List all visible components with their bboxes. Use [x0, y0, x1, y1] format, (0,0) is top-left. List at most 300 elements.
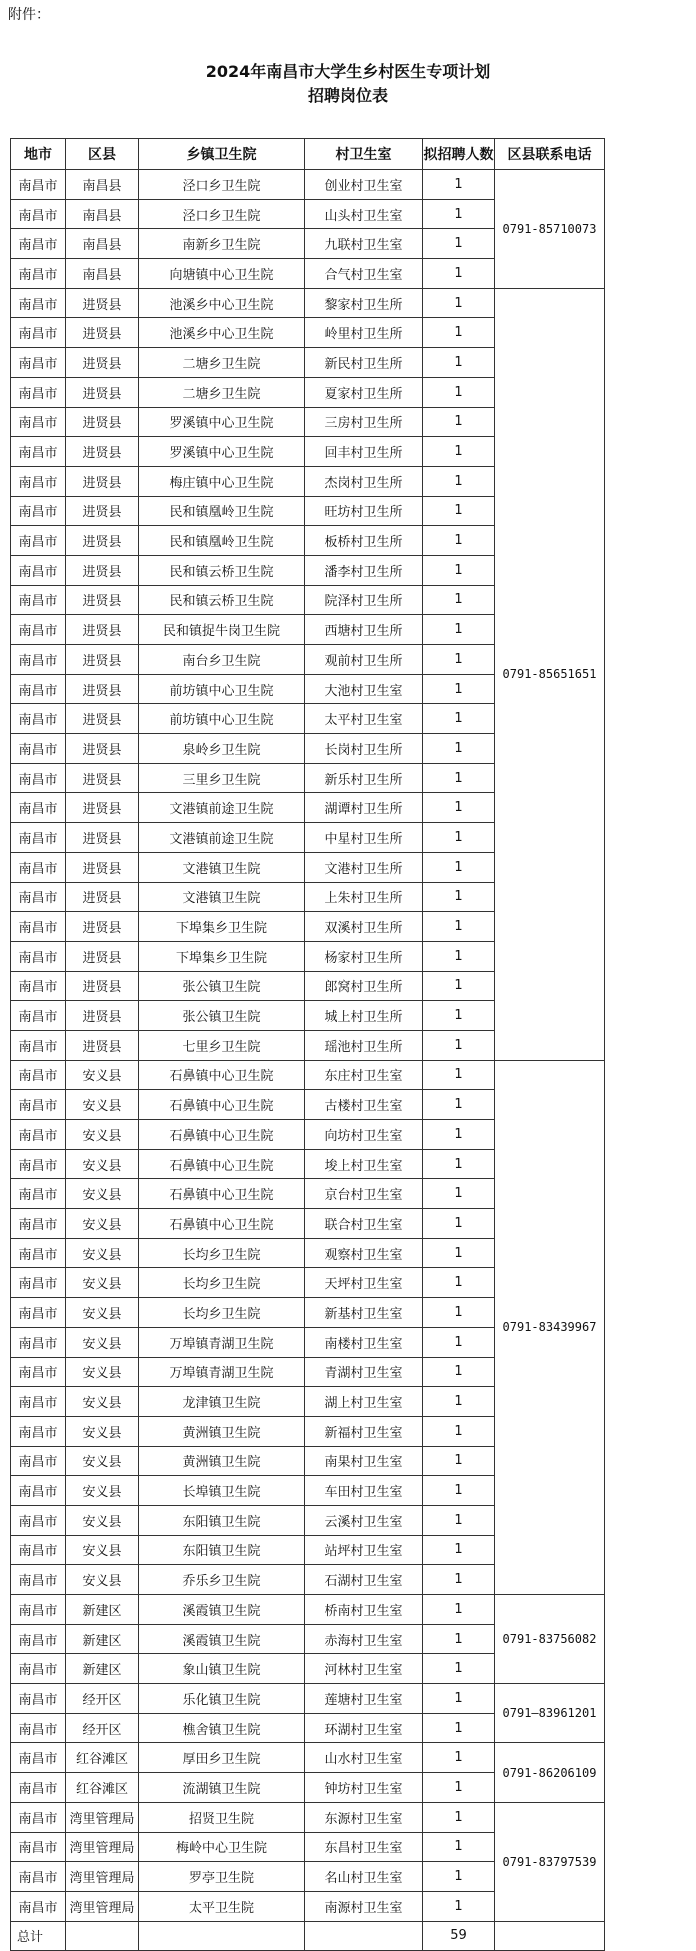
cell-township-hospital: 向塘镇中心卫生院	[139, 259, 305, 289]
cell-township-hospital: 太平卫生院	[139, 1891, 305, 1921]
cell-village-clinic: 九联村卫生室	[305, 229, 423, 259]
cell-village-clinic: 钟坊村卫生室	[305, 1773, 423, 1803]
cell-city: 南昌市	[11, 407, 66, 437]
cell-village-clinic: 山水村卫生室	[305, 1743, 423, 1773]
cell-headcount: 1	[423, 823, 495, 853]
cell-district: 新建区	[66, 1654, 139, 1684]
cell-village-clinic: 名山村卫生室	[305, 1862, 423, 1892]
cell-district: 进贤县	[66, 615, 139, 645]
table-row	[11, 1802, 605, 1832]
cell-district: 安义县	[66, 1535, 139, 1565]
cell-village-clinic: 赤海村卫生室	[305, 1624, 423, 1654]
cell-headcount: 1	[423, 1684, 495, 1714]
cell-headcount: 1	[423, 1832, 495, 1862]
cell-township-hospital: 东阳镇卫生院	[139, 1535, 305, 1565]
cell-headcount: 1	[423, 1357, 495, 1387]
cell-village-clinic: 东昌村卫生室	[305, 1832, 423, 1862]
cell-township-hospital: 南台乡卫生院	[139, 645, 305, 675]
cell-village-clinic: 京台村卫生室	[305, 1179, 423, 1209]
cell-village-clinic: 瑶池村卫生所	[305, 1030, 423, 1060]
cell-city: 南昌市	[11, 1357, 66, 1387]
cell-village-clinic: 观前村卫生所	[305, 645, 423, 675]
cell-city: 南昌市	[11, 1446, 66, 1476]
cell-headcount: 1	[423, 259, 495, 289]
cell-city: 南昌市	[11, 377, 66, 407]
cell-city: 南昌市	[11, 971, 66, 1001]
cell-city: 南昌市	[11, 318, 66, 348]
cell-city: 南昌市	[11, 941, 66, 971]
cell-headcount: 1	[423, 645, 495, 675]
cell-district: 进贤县	[66, 704, 139, 734]
cell-township-hospital: 文港镇前途卫生院	[139, 793, 305, 823]
cell-city: 南昌市	[11, 1060, 66, 1090]
total-empty-cell	[495, 1921, 605, 1951]
cell-city: 南昌市	[11, 1654, 66, 1684]
cell-township-hospital: 罗溪镇中心卫生院	[139, 437, 305, 467]
cell-district: 经开区	[66, 1684, 139, 1714]
cell-headcount: 1	[423, 1001, 495, 1031]
cell-headcount: 1	[423, 1238, 495, 1268]
header-headcount: 拟招聘人数	[423, 139, 495, 170]
cell-village-clinic: 湖谭村卫生所	[305, 793, 423, 823]
cell-district: 进贤县	[66, 466, 139, 496]
cell-city: 南昌市	[11, 1387, 66, 1417]
cell-headcount: 1	[423, 1120, 495, 1150]
cell-township-hospital: 长均乡卫生院	[139, 1238, 305, 1268]
cell-headcount: 1	[423, 1209, 495, 1239]
cell-district: 安义县	[66, 1357, 139, 1387]
cell-city: 南昌市	[11, 1209, 66, 1239]
cell-district: 安义县	[66, 1268, 139, 1298]
cell-village-clinic: 桥南村卫生室	[305, 1595, 423, 1625]
cell-village-clinic: 合气村卫生室	[305, 259, 423, 289]
cell-village-clinic: 三房村卫生所	[305, 407, 423, 437]
cell-headcount: 1	[423, 882, 495, 912]
cell-headcount: 1	[423, 585, 495, 615]
cell-city: 南昌市	[11, 1120, 66, 1150]
table-row	[11, 170, 605, 200]
cell-township-hospital: 石鼻镇中心卫生院	[139, 1209, 305, 1239]
cell-district: 安义县	[66, 1505, 139, 1535]
cell-district: 安义县	[66, 1238, 139, 1268]
cell-township-hospital: 万埠镇青湖卫生院	[139, 1327, 305, 1357]
cell-headcount: 1	[423, 1090, 495, 1120]
cell-village-clinic: 院泽村卫生所	[305, 585, 423, 615]
cell-headcount: 1	[423, 674, 495, 704]
header-township-hospital: 乡镇卫生院	[139, 139, 305, 170]
attachment-label: 附件：	[8, 7, 50, 23]
cell-village-clinic: 新福村卫生室	[305, 1416, 423, 1446]
cell-district: 进贤县	[66, 734, 139, 764]
cell-township-hospital: 梅庄镇中心卫生院	[139, 466, 305, 496]
cell-city: 南昌市	[11, 645, 66, 675]
cell-township-hospital: 罗亭卫生院	[139, 1862, 305, 1892]
cell-phone: 0791-86206109	[495, 1743, 605, 1802]
cell-headcount: 1	[423, 1149, 495, 1179]
cell-district: 进贤县	[66, 852, 139, 882]
total-row	[11, 1921, 605, 1951]
cell-district: 进贤县	[66, 407, 139, 437]
cell-district: 安义县	[66, 1327, 139, 1357]
cell-township-hospital: 长均乡卫生院	[139, 1268, 305, 1298]
cell-district: 新建区	[66, 1595, 139, 1625]
cell-district: 进贤县	[66, 971, 139, 1001]
cell-district: 进贤县	[66, 645, 139, 675]
cell-township-hospital: 长均乡卫生院	[139, 1298, 305, 1328]
table-row	[11, 1595, 605, 1625]
cell-village-clinic: 新基村卫生室	[305, 1298, 423, 1328]
cell-headcount: 1	[423, 1298, 495, 1328]
cell-headcount: 1	[423, 377, 495, 407]
cell-district: 安义县	[66, 1476, 139, 1506]
cell-district: 湾里管理局	[66, 1862, 139, 1892]
cell-township-hospital: 文港镇卫生院	[139, 882, 305, 912]
cell-village-clinic: 天坪村卫生室	[305, 1268, 423, 1298]
cell-headcount: 1	[423, 852, 495, 882]
cell-village-clinic: 向坊村卫生室	[305, 1120, 423, 1150]
table-row	[11, 1684, 605, 1714]
cell-village-clinic: 南果村卫生室	[305, 1446, 423, 1476]
cell-headcount: 1	[423, 170, 495, 200]
cell-city: 南昌市	[11, 674, 66, 704]
cell-village-clinic: 西塘村卫生所	[305, 615, 423, 645]
cell-district: 进贤县	[66, 1030, 139, 1060]
cell-township-hospital: 乔乐乡卫生院	[139, 1565, 305, 1595]
cell-headcount: 1	[423, 437, 495, 467]
cell-phone: 0791-85710073	[495, 170, 605, 289]
cell-district: 进贤县	[66, 763, 139, 793]
cell-city: 南昌市	[11, 1149, 66, 1179]
cell-district: 进贤县	[66, 793, 139, 823]
cell-township-hospital: 溪霞镇卫生院	[139, 1624, 305, 1654]
cell-city: 南昌市	[11, 1802, 66, 1832]
recruitment-table	[10, 138, 605, 1951]
cell-township-hospital: 池溪乡中心卫生院	[139, 318, 305, 348]
cell-city: 南昌市	[11, 1624, 66, 1654]
cell-village-clinic: 杨家村卫生所	[305, 941, 423, 971]
cell-township-hospital: 象山镇卫生院	[139, 1654, 305, 1684]
cell-headcount: 1	[423, 1713, 495, 1743]
cell-city: 南昌市	[11, 585, 66, 615]
cell-headcount: 1	[423, 229, 495, 259]
cell-city: 南昌市	[11, 1030, 66, 1060]
cell-city: 南昌市	[11, 496, 66, 526]
table-row	[11, 1060, 605, 1090]
cell-township-hospital: 张公镇卫生院	[139, 1001, 305, 1031]
cell-headcount: 1	[423, 1565, 495, 1595]
cell-headcount: 1	[423, 1505, 495, 1535]
cell-city: 南昌市	[11, 1862, 66, 1892]
cell-township-hospital: 黄洲镇卫生院	[139, 1446, 305, 1476]
cell-township-hospital: 泉岭乡卫生院	[139, 734, 305, 764]
cell-headcount: 1	[423, 704, 495, 734]
cell-headcount: 1	[423, 971, 495, 1001]
cell-district: 进贤县	[66, 585, 139, 615]
cell-village-clinic: 城上村卫生所	[305, 1001, 423, 1031]
cell-district: 安义县	[66, 1209, 139, 1239]
cell-village-clinic: 湖上村卫生室	[305, 1387, 423, 1417]
cell-township-hospital: 樵舍镇卫生院	[139, 1713, 305, 1743]
cell-village-clinic: 旺坊村卫生所	[305, 496, 423, 526]
cell-township-hospital: 招贤卫生院	[139, 1802, 305, 1832]
cell-township-hospital: 黄洲镇卫生院	[139, 1416, 305, 1446]
total-value: 59	[423, 1921, 495, 1951]
cell-district: 进贤县	[66, 674, 139, 704]
cell-village-clinic: 双溪村卫生所	[305, 912, 423, 942]
table-header-row	[11, 139, 605, 170]
cell-city: 南昌市	[11, 348, 66, 378]
total-label: 总计	[11, 1921, 66, 1951]
cell-village-clinic: 河林村卫生室	[305, 1654, 423, 1684]
cell-township-hospital: 文港镇前途卫生院	[139, 823, 305, 853]
cell-headcount: 1	[423, 1773, 495, 1803]
cell-headcount: 1	[423, 1416, 495, 1446]
cell-village-clinic: 南楼村卫生室	[305, 1327, 423, 1357]
cell-city: 南昌市	[11, 823, 66, 853]
cell-district: 安义县	[66, 1060, 139, 1090]
cell-district: 进贤县	[66, 348, 139, 378]
table-row	[11, 288, 605, 318]
cell-district: 南昌县	[66, 170, 139, 200]
cell-city: 南昌市	[11, 555, 66, 585]
cell-city: 南昌市	[11, 288, 66, 318]
cell-district: 安义县	[66, 1298, 139, 1328]
cell-village-clinic: 东庄村卫生室	[305, 1060, 423, 1090]
cell-township-hospital: 民和镇凰岭卫生院	[139, 496, 305, 526]
cell-headcount: 1	[423, 1060, 495, 1090]
cell-township-hospital: 万埠镇青湖卫生院	[139, 1357, 305, 1387]
cell-city: 南昌市	[11, 1238, 66, 1268]
cell-headcount: 1	[423, 1862, 495, 1892]
cell-district: 进贤县	[66, 823, 139, 853]
cell-headcount: 1	[423, 912, 495, 942]
cell-city: 南昌市	[11, 882, 66, 912]
cell-city: 南昌市	[11, 1565, 66, 1595]
cell-city: 南昌市	[11, 170, 66, 200]
cell-village-clinic: 东源村卫生室	[305, 1802, 423, 1832]
cell-township-hospital: 龙津镇卫生院	[139, 1387, 305, 1417]
cell-district: 安义县	[66, 1446, 139, 1476]
cell-city: 南昌市	[11, 793, 66, 823]
cell-headcount: 1	[423, 1743, 495, 1773]
cell-city: 南昌市	[11, 1535, 66, 1565]
cell-district: 进贤县	[66, 318, 139, 348]
cell-village-clinic: 太平村卫生室	[305, 704, 423, 734]
cell-village-clinic: 车田村卫生室	[305, 1476, 423, 1506]
cell-village-clinic: 文港村卫生所	[305, 852, 423, 882]
cell-district: 安义县	[66, 1120, 139, 1150]
cell-phone: 0791-85651651	[495, 288, 605, 1060]
cell-district: 南昌县	[66, 259, 139, 289]
cell-headcount: 1	[423, 763, 495, 793]
cell-township-hospital: 石鼻镇中心卫生院	[139, 1090, 305, 1120]
cell-township-hospital: 乐化镇卫生院	[139, 1684, 305, 1714]
cell-city: 南昌市	[11, 1505, 66, 1535]
cell-village-clinic: 中星村卫生所	[305, 823, 423, 853]
cell-district: 新建区	[66, 1624, 139, 1654]
title-line-1: 2024年南昌市大学生乡村医生专项计划	[205, 62, 491, 81]
cell-township-hospital: 石鼻镇中心卫生院	[139, 1149, 305, 1179]
cell-city: 南昌市	[11, 615, 66, 645]
cell-village-clinic: 大池村卫生室	[305, 674, 423, 704]
cell-township-hospital: 民和镇凰岭卫生院	[139, 526, 305, 556]
cell-phone: 0791-83756082	[495, 1595, 605, 1684]
cell-township-hospital: 厚田乡卫生院	[139, 1743, 305, 1773]
cell-district: 安义县	[66, 1179, 139, 1209]
cell-district: 湾里管理局	[66, 1891, 139, 1921]
cell-headcount: 1	[423, 526, 495, 556]
cell-headcount: 1	[423, 555, 495, 585]
cell-city: 南昌市	[11, 1001, 66, 1031]
cell-village-clinic: 云溪村卫生室	[305, 1505, 423, 1535]
cell-city: 南昌市	[11, 1595, 66, 1625]
cell-city: 南昌市	[11, 734, 66, 764]
cell-city: 南昌市	[11, 199, 66, 229]
cell-city: 南昌市	[11, 1476, 66, 1506]
cell-district: 进贤县	[66, 526, 139, 556]
cell-village-clinic: 莲塘村卫生室	[305, 1684, 423, 1714]
cell-township-hospital: 二塘乡卫生院	[139, 377, 305, 407]
cell-district: 进贤县	[66, 377, 139, 407]
cell-district: 进贤县	[66, 882, 139, 912]
cell-headcount: 1	[423, 1387, 495, 1417]
cell-district: 红谷滩区	[66, 1743, 139, 1773]
cell-township-hospital: 下埠集乡卫生院	[139, 912, 305, 942]
cell-township-hospital: 流湖镇卫生院	[139, 1773, 305, 1803]
cell-city: 南昌市	[11, 1891, 66, 1921]
cell-headcount: 1	[423, 615, 495, 645]
cell-city: 南昌市	[11, 437, 66, 467]
cell-township-hospital: 民和镇云桥卫生院	[139, 585, 305, 615]
cell-headcount: 1	[423, 941, 495, 971]
cell-city: 南昌市	[11, 466, 66, 496]
cell-township-hospital: 石鼻镇中心卫生院	[139, 1179, 305, 1209]
cell-city: 南昌市	[11, 1268, 66, 1298]
cell-village-clinic: 板桥村卫生所	[305, 526, 423, 556]
cell-village-clinic: 岭里村卫生所	[305, 318, 423, 348]
table-row	[11, 1743, 605, 1773]
cell-village-clinic: 新民村卫生所	[305, 348, 423, 378]
header-district: 区县	[66, 139, 139, 170]
cell-district: 湾里管理局	[66, 1832, 139, 1862]
cell-headcount: 1	[423, 1268, 495, 1298]
cell-headcount: 1	[423, 1624, 495, 1654]
cell-headcount: 1	[423, 1476, 495, 1506]
cell-district: 进贤县	[66, 437, 139, 467]
cell-city: 南昌市	[11, 1298, 66, 1328]
cell-township-hospital: 池溪乡中心卫生院	[139, 288, 305, 318]
cell-township-hospital: 下埠集乡卫生院	[139, 941, 305, 971]
cell-township-hospital: 溪霞镇卫生院	[139, 1595, 305, 1625]
cell-district: 进贤县	[66, 1001, 139, 1031]
cell-city: 南昌市	[11, 1179, 66, 1209]
cell-district: 红谷滩区	[66, 1773, 139, 1803]
cell-district: 进贤县	[66, 555, 139, 585]
cell-village-clinic: 联合村卫生室	[305, 1209, 423, 1239]
header-city: 地市	[11, 139, 66, 170]
cell-township-hospital: 泾口乡卫生院	[139, 199, 305, 229]
cell-district: 安义县	[66, 1387, 139, 1417]
cell-township-hospital: 民和镇云桥卫生院	[139, 555, 305, 585]
cell-phone: 0791-83439967	[495, 1060, 605, 1594]
cell-district: 经开区	[66, 1713, 139, 1743]
cell-headcount: 1	[423, 1030, 495, 1060]
total-empty-cell	[305, 1921, 423, 1951]
cell-headcount: 1	[423, 793, 495, 823]
cell-township-hospital: 梅岭中心卫生院	[139, 1832, 305, 1862]
cell-township-hospital: 民和镇捉牛岗卫生院	[139, 615, 305, 645]
cell-headcount: 1	[423, 1327, 495, 1357]
cell-district: 安义县	[66, 1416, 139, 1446]
cell-city: 南昌市	[11, 526, 66, 556]
cell-township-hospital: 长埠镇卫生院	[139, 1476, 305, 1506]
cell-district: 进贤县	[66, 288, 139, 318]
cell-village-clinic: 黎家村卫生所	[305, 288, 423, 318]
cell-headcount: 1	[423, 1802, 495, 1832]
cell-village-clinic: 夏家村卫生所	[305, 377, 423, 407]
cell-village-clinic: 长岗村卫生所	[305, 734, 423, 764]
cell-village-clinic: 郎窝村卫生所	[305, 971, 423, 1001]
cell-city: 南昌市	[11, 1773, 66, 1803]
cell-township-hospital: 张公镇卫生院	[139, 971, 305, 1001]
cell-city: 南昌市	[11, 1327, 66, 1357]
cell-township-hospital: 南新乡卫生院	[139, 229, 305, 259]
cell-village-clinic: 古楼村卫生室	[305, 1090, 423, 1120]
cell-township-hospital: 三里乡卫生院	[139, 763, 305, 793]
cell-district: 南昌县	[66, 199, 139, 229]
cell-district: 湾里管理局	[66, 1802, 139, 1832]
cell-township-hospital: 东阳镇卫生院	[139, 1505, 305, 1535]
cell-headcount: 1	[423, 734, 495, 764]
cell-headcount: 1	[423, 1446, 495, 1476]
cell-village-clinic: 山头村卫生室	[305, 199, 423, 229]
cell-headcount: 1	[423, 1891, 495, 1921]
cell-city: 南昌市	[11, 229, 66, 259]
cell-headcount: 1	[423, 1654, 495, 1684]
cell-phone: 0791—83961201	[495, 1684, 605, 1743]
cell-village-clinic: 石湖村卫生室	[305, 1565, 423, 1595]
cell-district: 安义县	[66, 1565, 139, 1595]
cell-village-clinic: 上朱村卫生所	[305, 882, 423, 912]
cell-village-clinic: 潘李村卫生所	[305, 555, 423, 585]
header-village-clinic: 村卫生室	[305, 139, 423, 170]
cell-headcount: 1	[423, 407, 495, 437]
cell-city: 南昌市	[11, 259, 66, 289]
cell-township-hospital: 前坊镇中心卫生院	[139, 704, 305, 734]
title-line-2: 招聘岗位表	[307, 86, 388, 105]
cell-township-hospital: 二塘乡卫生院	[139, 348, 305, 378]
cell-village-clinic: 青湖村卫生室	[305, 1357, 423, 1387]
cell-village-clinic: 杰岗村卫生所	[305, 466, 423, 496]
cell-phone: 0791-83797539	[495, 1802, 605, 1921]
cell-headcount: 1	[423, 348, 495, 378]
cell-village-clinic: 南源村卫生室	[305, 1891, 423, 1921]
cell-headcount: 1	[423, 288, 495, 318]
cell-city: 南昌市	[11, 912, 66, 942]
cell-village-clinic: 新乐村卫生所	[305, 763, 423, 793]
cell-township-hospital: 罗溪镇中心卫生院	[139, 407, 305, 437]
cell-headcount: 1	[423, 466, 495, 496]
document-title	[0, 60, 696, 108]
cell-village-clinic: 埈上村卫生室	[305, 1149, 423, 1179]
cell-district: 进贤县	[66, 941, 139, 971]
cell-district: 安义县	[66, 1090, 139, 1120]
cell-headcount: 1	[423, 318, 495, 348]
cell-headcount: 1	[423, 1535, 495, 1565]
cell-district: 进贤县	[66, 496, 139, 526]
cell-township-hospital: 石鼻镇中心卫生院	[139, 1120, 305, 1150]
cell-township-hospital: 文港镇卫生院	[139, 852, 305, 882]
